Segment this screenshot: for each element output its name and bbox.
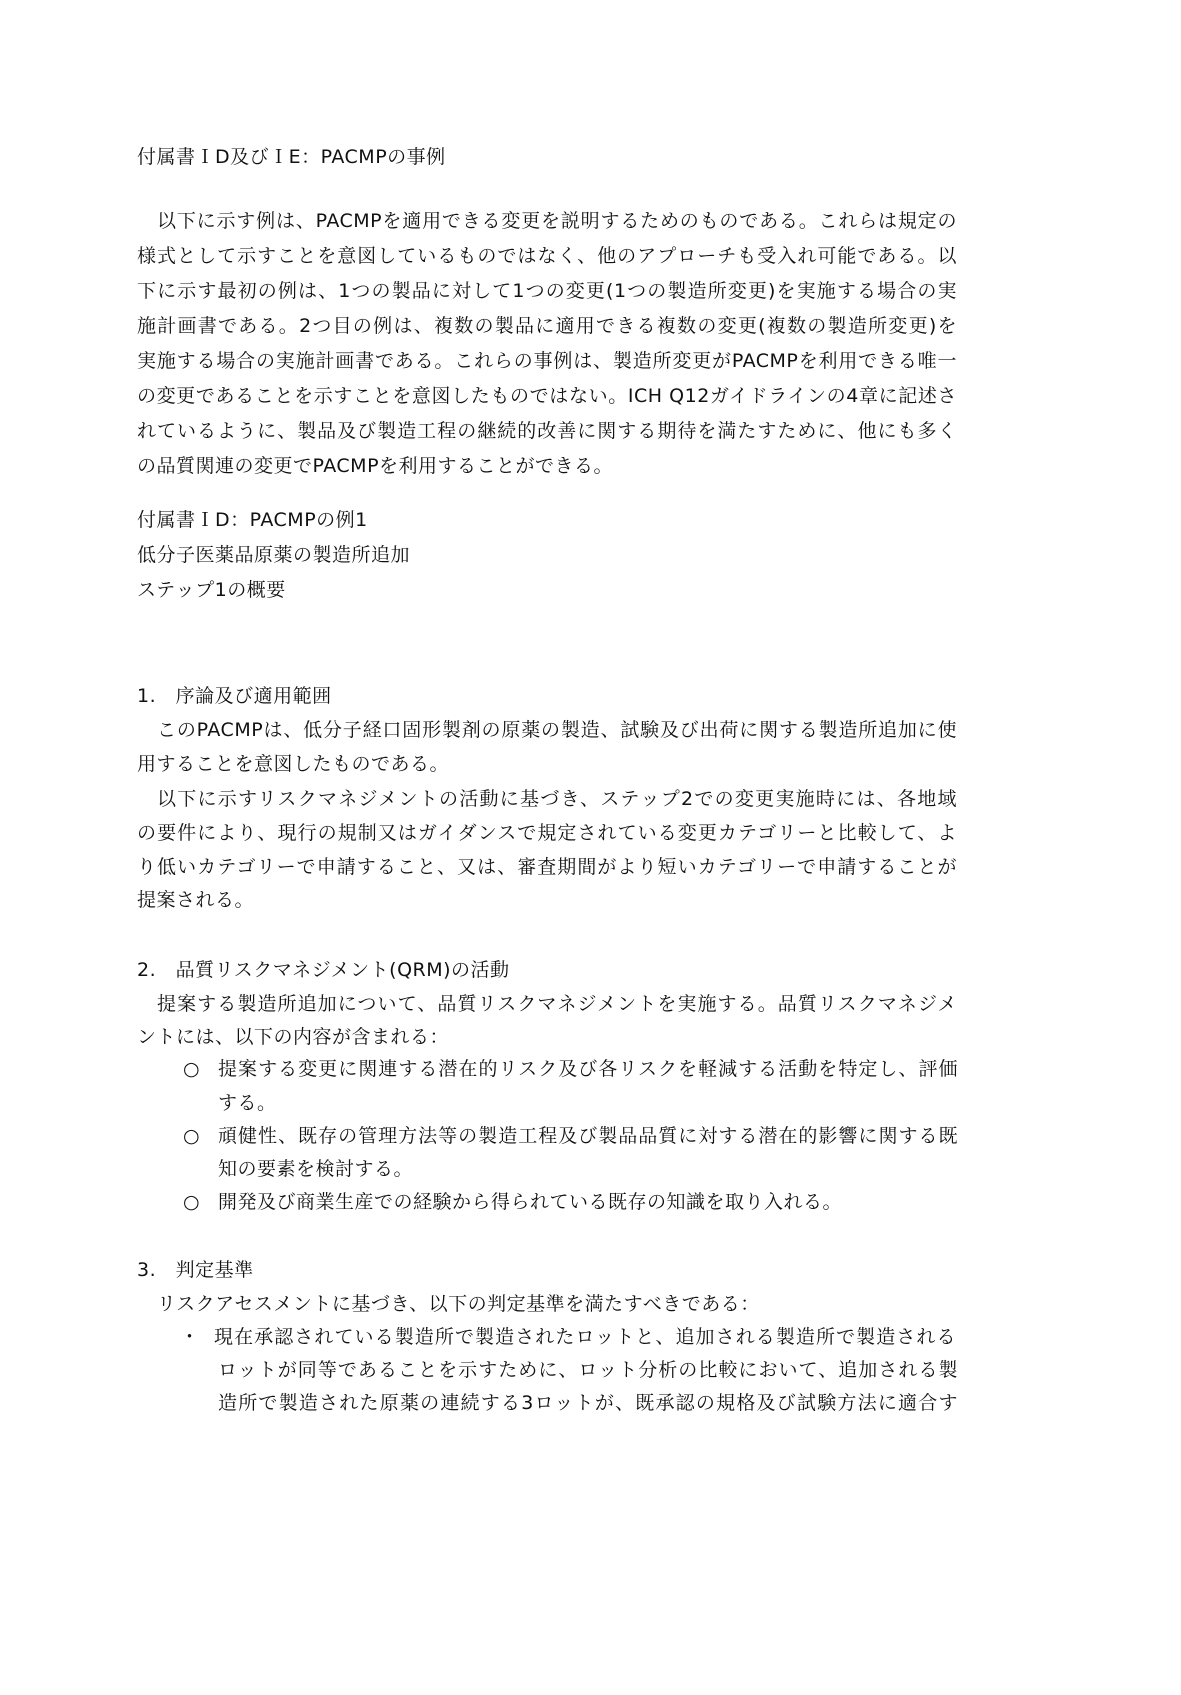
bullet-circle-icon: ○ <box>183 1191 200 1213</box>
text-line: 提案する製造所追加について、品質リスクマネジメントを実施する。品質リスクマネジメ <box>157 993 957 1015</box>
list-item-line: 頑健性、既存の管理方法等の製造工程及び製品品質に対する潜在的影響に関する既 <box>218 1125 958 1147</box>
text-line: 様式として示すことを意図しているものではなく、他のアプローチも受入れ可能である。以 <box>137 245 957 267</box>
list-item-line: 造所で製造された原薬の連続する3ロットが、既承認の規格及び試験方法に適合す <box>218 1392 958 1414</box>
text-line: リスクアセスメントに基づき、以下の判定基準を満たすべきである： <box>157 1293 760 1315</box>
section-heading: 3. 判定基準 <box>137 1259 254 1281</box>
text-line: 提案される。 <box>137 889 255 911</box>
bullet-dot-icon: ・ <box>180 1326 200 1348</box>
list-item-line: 知の要素を検討する。 <box>218 1158 414 1180</box>
text-line: り低いカテゴリーで申請すること、又は、審査期間がより短いカテゴリーで申請することが <box>137 856 957 878</box>
text-line: 以下に示すリスクマネジメントの活動に基づき、ステップ2での変更実施時には、各地域 <box>157 788 957 810</box>
section-heading: 1. 序論及び適用範囲 <box>137 685 332 707</box>
example-subtitle: 低分子医薬品原薬の製造所追加 <box>137 544 411 566</box>
text-line: の変更であることを示すことを意図したものではない。ICH Q12ガイドラインの4章に記述さ <box>137 385 957 407</box>
list-item-line: 現在承認されている製造所で製造されたロットと、追加される製造所で製造される <box>214 1326 956 1348</box>
text-line: このPACMPは、低分子経口固形製剤の原薬の製造、試験及び出荷に関する製造所追加に使 <box>157 719 957 741</box>
list-item-line: 提案する変更に関連する潜在的リスク及び各リスクを軽減する活動を特定し、評価 <box>218 1058 958 1080</box>
text-line: 以下に示す例は、PACMPを適用できる変更を説明するためのものである。これらは規定の <box>157 210 957 232</box>
bullet-circle-icon: ○ <box>183 1125 200 1147</box>
text-line: 施計画書である。2つ目の例は、複数の製品に適用できる複数の変更(複数の製造所変更)を <box>137 315 957 337</box>
bullet-circle-icon: ○ <box>183 1058 200 1080</box>
list-item-line: 開発及び商業生産での経験から得られている既存の知識を取り入れる。 <box>218 1191 843 1213</box>
document-title: 付属書ＩD及びＩE：PACMPの事例 <box>137 146 446 168</box>
text-line: の品質関連の変更でPACMPを利用することができる。 <box>137 455 614 477</box>
text-line: 用することを意図したものである。 <box>137 753 450 775</box>
text-line: 実施する場合の実施計画書である。これらの事例は、製造所変更がPACMPを利用できる唯一 <box>137 350 957 372</box>
section-heading: 2. 品質リスクマネジメント(QRM)の活動 <box>137 959 510 981</box>
text-line: の要件により、現行の規制又はガイダンスで規定されている変更カテゴリーと比較して、よ <box>137 822 957 844</box>
example-heading: 付属書ＩD：PACMPの例1 <box>137 509 368 531</box>
list-item-line: ロットが同等であることを示すために、ロット分析の比較において、追加される製 <box>218 1359 958 1381</box>
text-line: れているように、製品及び製造工程の継続的改善に関する期待を満たすために、他にも多く <box>137 420 957 442</box>
text-line: ントには、以下の内容が含まれる： <box>137 1026 450 1048</box>
list-item-line: する。 <box>218 1092 277 1114</box>
text-line: 下に示す最初の例は、1つの製品に対して1つの変更(1つの製造所変更)を実施する場合の実 <box>137 280 957 302</box>
step-heading: ステップ1の概要 <box>137 579 286 601</box>
